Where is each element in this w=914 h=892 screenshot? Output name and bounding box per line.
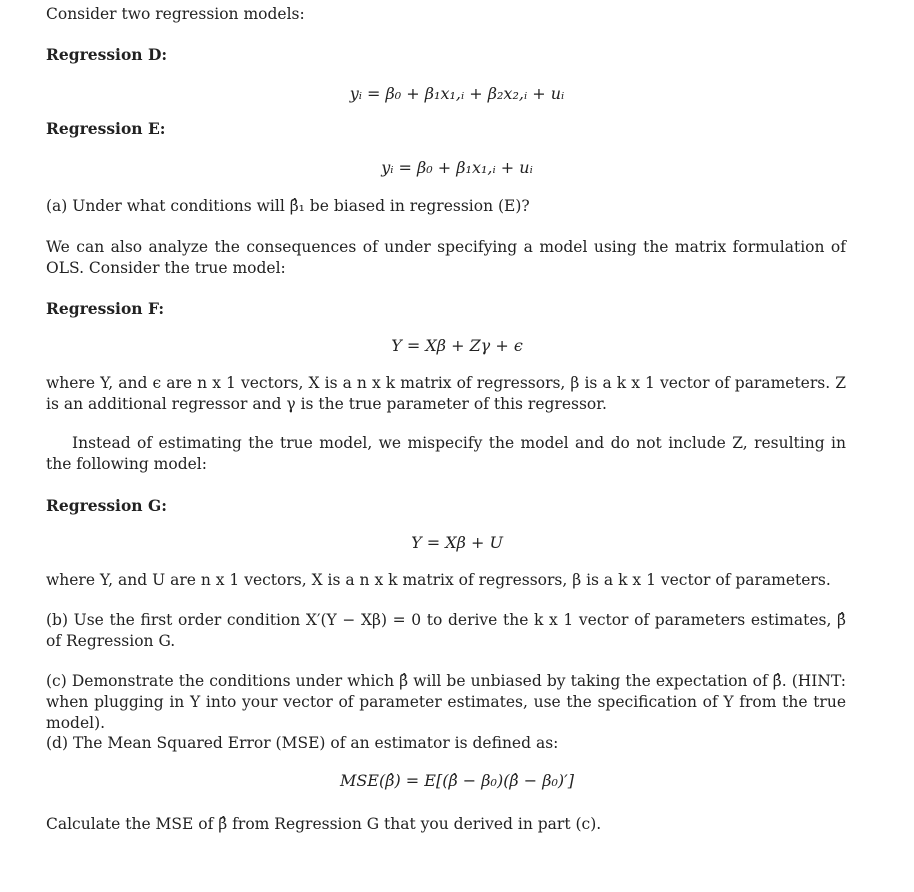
- regression-d-label: Regression D:: [46, 45, 168, 64]
- regression-f-label: Regression F:: [46, 299, 165, 318]
- question-c: (c) Demonstrate the conditions under which β̂ will be unbiased by taking the expectation of β̂. (HINT: when plugging in Y into your vector of parameter estimates, use the specification of Y from the true model).: [46, 672, 846, 732]
- matrix-intro-paragraph: We can also analyze the consequences of under specifying a model using the matrix formulation of OLS. Consider the true model:: [46, 238, 846, 277]
- misspecification-paragraph: Instead of estimating the true model, we mispecify the model and do not include Z, resulting in the following model:: [46, 434, 846, 473]
- regression-d-equation: yᵢ = β₀ + β₁x₁,ᵢ + β₂x₂,ᵢ + uᵢ: [349, 84, 565, 103]
- final-instruction: Calculate the MSE of β̂ from Regression G that you derived in part (c).: [46, 815, 602, 833]
- question-b: (b) Use the first order condition X′(Y − Xβ) = 0 to derive the k x 1 vector of parameters estimates, β̂ of Regression G.: [46, 611, 846, 650]
- regression-e-equation: yᵢ = β₀ + β₁x₁,ᵢ + uᵢ: [381, 158, 533, 177]
- question-d: (d) The Mean Squared Error (MSE) of an estimator is defined as:: [46, 734, 559, 752]
- intro-text: Consider two regression models:: [46, 5, 305, 23]
- mse-equation: MSE(β̂) = E[(β̂ − β₀)(β̂ − β₀)′]: [339, 771, 575, 790]
- regression-g-description: where Y, and U are n x 1 vectors, X is a n x k matrix of regressors, β is a k x 1 vector of parameters.: [46, 571, 831, 589]
- regression-g-equation: Y = Xβ + U: [411, 533, 503, 552]
- regression-f-description: where Y, and ϵ are n x 1 vectors, X is a n x k matrix of regressors, β is a k x 1 vector of parameters. Z is an additional regressor and γ is the true parameter of this regressor.: [46, 374, 846, 413]
- regression-e-label: Regression E:: [46, 119, 166, 138]
- regression-g-label: Regression G:: [46, 496, 167, 515]
- regression-f-equation: Y = Xβ + Zγ + ϵ: [391, 336, 523, 355]
- question-a: (a) Under what conditions will β̂₁ be biased in regression (E)?: [46, 197, 530, 215]
